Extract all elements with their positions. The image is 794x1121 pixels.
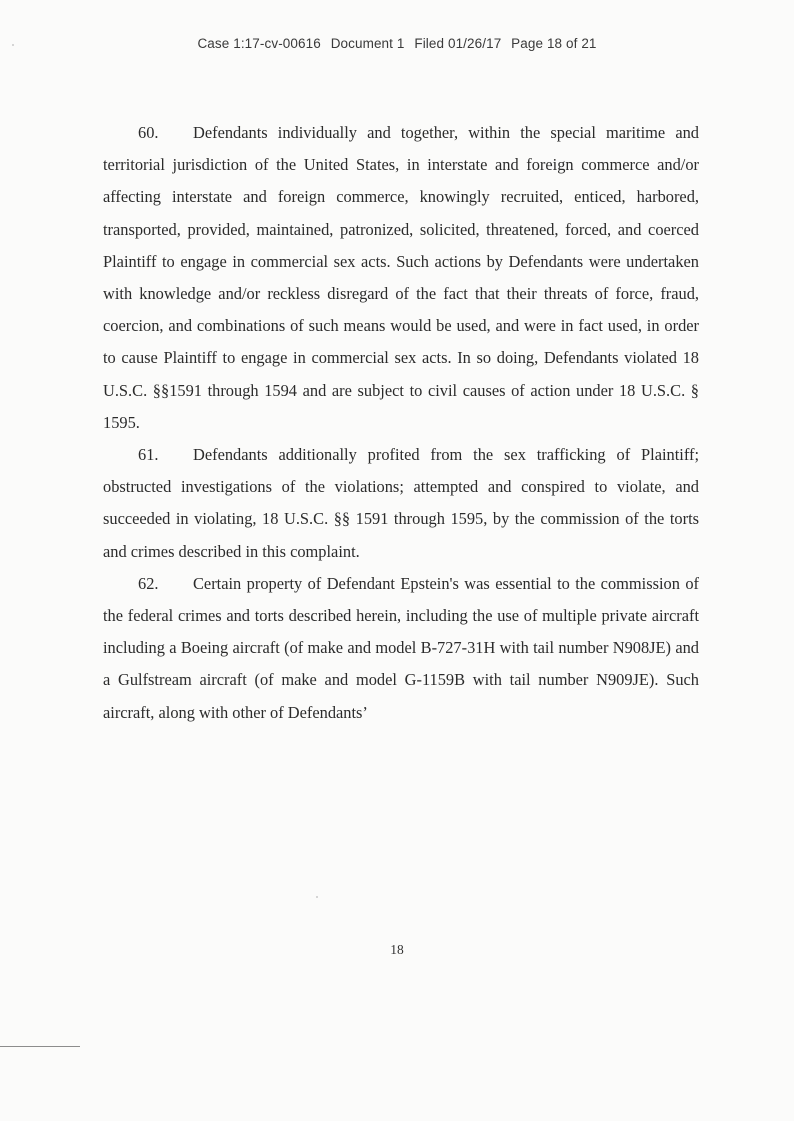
document-number: Document 1 [330, 36, 405, 51]
scan-speck [316, 896, 318, 898]
paragraph-61 [103, 439, 699, 568]
case-number: Case 1:17-cv-00616 [197, 36, 321, 51]
filed-date: Filed 01/26/17 [414, 36, 502, 51]
page-of-total: Page 18 of 21 [511, 36, 597, 51]
paragraph-text: Defendants individually and together, within the special maritime and territorial jurisdiction of the United States, in interstate and foreign commerce and/or affecting interstate and foreign commerce, knowingly recruited, enticed, harbored, transported, provided, maintained, patronized, solicited, threatened, forced, and coerced Plaintiff to engage in commercial sex acts. Such actions by Defendants were undertaken with knowledge and/or reckless disregard of the fact that their threats of force, fraud, coercion, and combinations of such means would be used, and were in fact used, in order to cause Plaintiff to engage in commercial sex acts. In so doing, Defendants violated 18 U.S.C. §§1591 through 1594 and are subject to civil causes of action under 18 U.S.C. § 1595. [103, 123, 699, 432]
page-number: 18 [390, 942, 404, 957]
case-header [0, 36, 794, 51]
paragraph-number: 62. [138, 573, 159, 593]
scan-artifact-line [0, 1046, 80, 1047]
paragraph-62 [103, 568, 699, 729]
scan-speck [12, 44, 14, 46]
paragraph-number: 60. [138, 123, 159, 142]
paragraph-number: 61. [138, 445, 159, 465]
paragraph-60 [103, 117, 699, 439]
paragraph-text: Certain property of Defendant Epstein's was essential to the commission of the federal crimes and torts described herein, including the use of multiple private aircraft including a Boeing aircraft (of make and model B-727-31H with tail number N908JE) and a Gulfstream aircraft (of make and model G-1159B with tail number N909JE). Such aircraft, along with other of Defendants’ [103, 573, 699, 722]
document-body [103, 117, 699, 729]
paragraph-text: Defendants additionally profited from the sex trafficking of Plaintiff; obstructed investigations of the violations; attempted and conspired to violate, and succeeded in violating, 18 U.S.C. §§ 1591 through 1595, by the commission of the torts and crimes described in this complaint. [103, 445, 699, 561]
